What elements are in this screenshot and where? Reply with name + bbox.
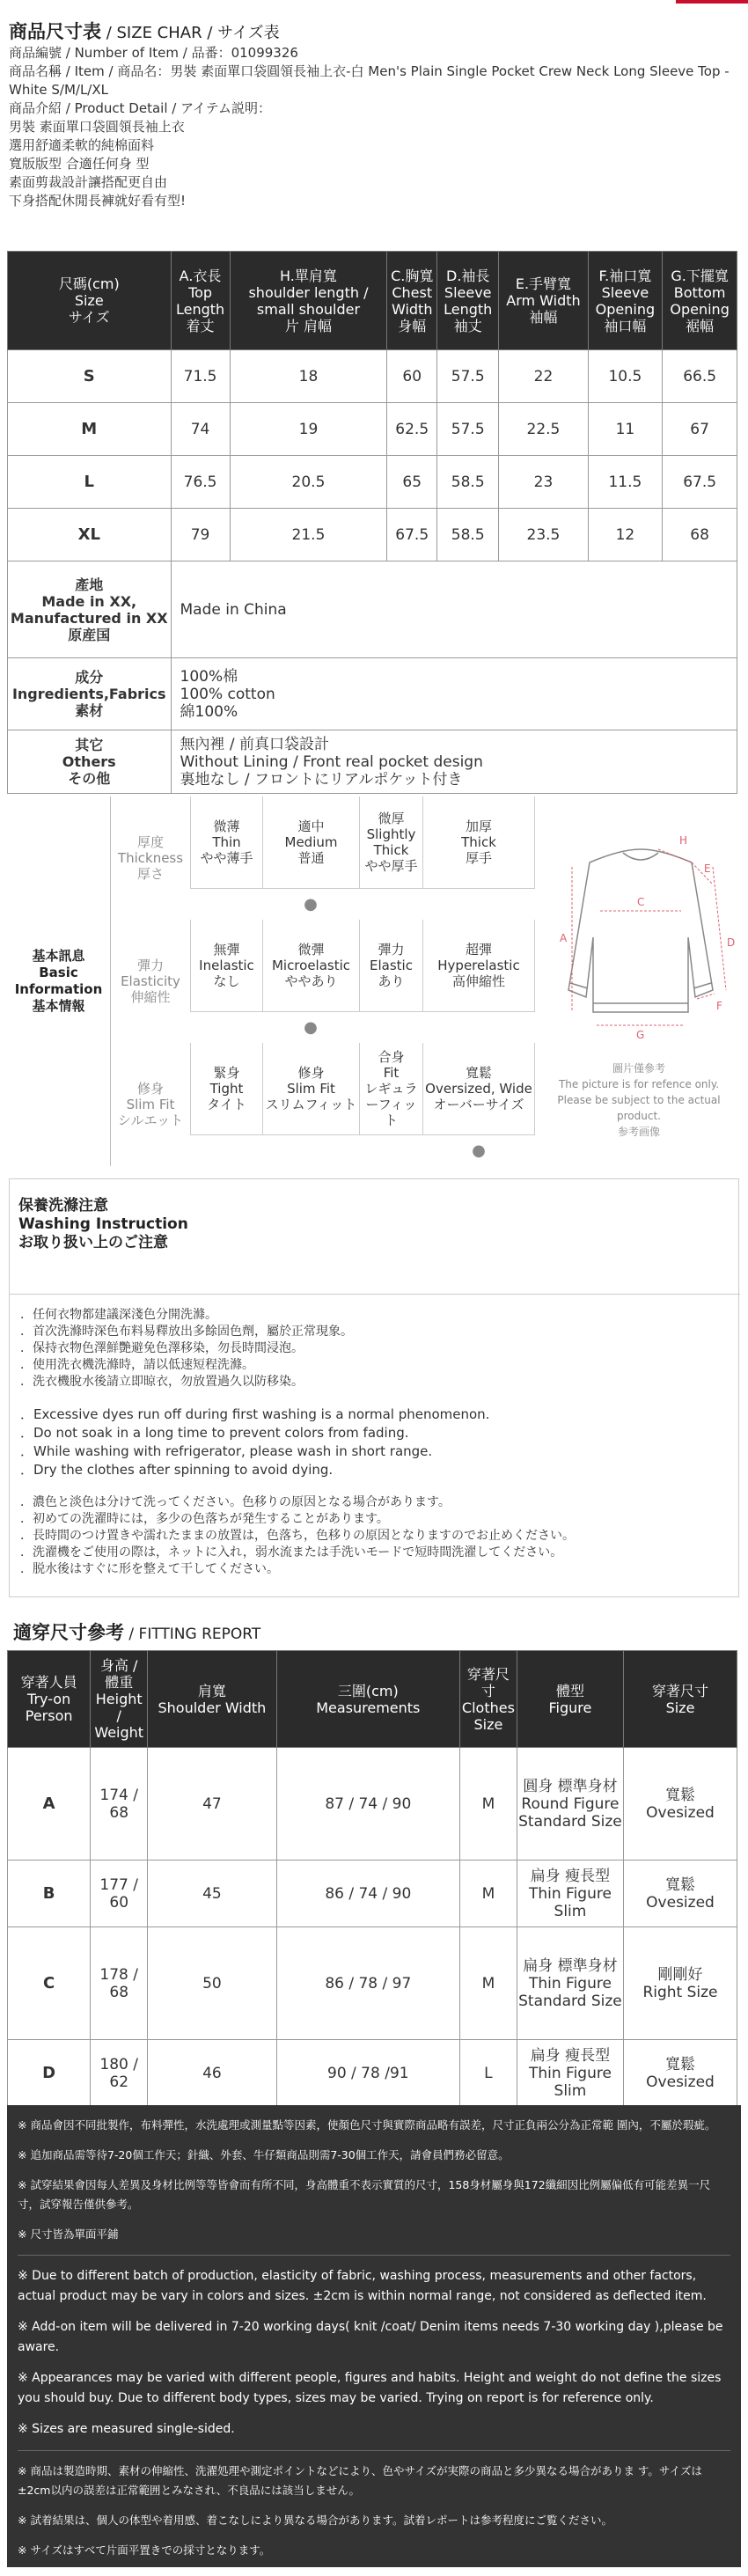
attributes-section: [0, 796, 748, 1171]
size-label: M: [8, 403, 172, 456]
origin-row: [8, 561, 737, 658]
try-on-person: D: [8, 2040, 91, 2107]
fitting-section: [0, 1606, 748, 2099]
diagram-letter-e: E: [704, 862, 711, 875]
fit-option: 修身 Slim Fit スリムフィット: [262, 1043, 359, 1135]
table-row: [8, 456, 737, 509]
sweater-diagram-icon: [537, 814, 741, 1052]
table-cell: 87 / 74 / 90: [276, 1748, 459, 1860]
basic-info-label: 基本訊息 Basic Information 基本情報: [7, 796, 111, 1166]
divider: [10, 1294, 740, 1295]
washing-ja: ．濃色と淡色は分けて洗ってください。色移りの原因となる場合があります。 ．初めての洗濯時には，多少の色落ちが発生することがあります。 ．長時間のつけ置きや濡れたままの放置は，色落ち，色移りの原因となりますのでお止めください。 ．洗濯機をご使用の際は，ネットに入れ，弱水流または手洗いモードで短時間洗濯してください。 ．脱水後はすぐに形を整えて干してください。: [20, 1495, 575, 1576]
product-detail-line: 選用舒適柔軟的純棉面料: [9, 137, 155, 153]
table-cell: 剛剛好 Right Size: [624, 1927, 737, 2040]
thickness-row: [111, 796, 535, 920]
note-en: ※ Appearances may be varied with different people, figures and habits. Height and weight do not define the sizes you should buy. Due to different body types, sizes may be varied. Trying on report is for reference only.: [18, 2371, 722, 2405]
thickness-label: 厚度 Thickness 厚さ: [117, 834, 184, 882]
table-cell: 180 / 62: [91, 2040, 148, 2107]
fitting-header: 穿著尺寸 Clothes Size: [459, 1651, 517, 1748]
elasticity-option: 無彈 Inelastic なし: [190, 920, 262, 1012]
notes-section: [0, 2105, 748, 2572]
table-cell: L: [459, 2040, 517, 2107]
table-cell: 22: [499, 350, 588, 403]
size-chart-title-bold: 商品尺寸表: [9, 21, 101, 42]
note-zh: ※ 追加商品需等待7-20個工作天；針織、外套、牛仔類商品則需7-30個工作天，請會員們務必留意。: [18, 2148, 510, 2161]
size-table-header-row: [8, 252, 737, 350]
fit-selected-dot: ●: [472, 1141, 486, 1160]
washing-box: [9, 1178, 739, 1597]
size-header: E.手臂寬 Arm Width 袖幅: [499, 252, 588, 350]
note-zh: ※ 試穿結果會因每人差異及身材比例等等皆會而有所不同，身高體重不表示實質的尺寸，158身材屬身與172纖細因比例屬偏低有可能差異一尺寸，試穿報告僅供參考。: [18, 2178, 711, 2211]
attributes-panel: [7, 796, 535, 1166]
size-chart-title-rest: / SIZE CHAR / サイズ表: [101, 24, 280, 42]
table-cell: 71.5: [171, 350, 230, 403]
diagram-letter-d: D: [727, 936, 736, 949]
note-ja: ※ サイズはすべて片面平置きでの採寸となります。: [18, 2543, 271, 2557]
size-label: L: [8, 456, 172, 509]
table-cell: 79: [171, 509, 230, 561]
fitting-header-row: [8, 1651, 737, 1748]
note-zh: ※ 尺寸皆為單面平鋪: [18, 2227, 119, 2241]
table-cell: 46: [148, 2040, 277, 2107]
material-label: 成分 Ingredients,Fabrics 素材: [8, 658, 172, 730]
fit-option: 寬鬆 Oversized, Wide オーバーサイズ: [422, 1043, 535, 1135]
table-cell: 45: [148, 1860, 277, 1927]
product-detail-line: 男裝 素面單口袋圓領長袖上衣: [9, 119, 185, 135]
product-number: 商品編號 / Number of Item / 品番：01099326: [9, 45, 298, 61]
washing-title: 保養洗滌注意 Washing Instruction お取り扱い上のご注意: [18, 1197, 188, 1251]
table-cell: 22.5: [499, 403, 588, 456]
table-cell: 19: [230, 403, 387, 456]
table-cell: 90 / 78 /91: [276, 2040, 459, 2107]
size-header: F.袖口寬 Sleeve Opening 袖口幅: [588, 252, 663, 350]
note-en: ※ Add-on item will be delivered in 7-20 working days( knit /coat/ Denim items needs 7-30 working day ),please be aware.: [18, 2320, 723, 2354]
thickness-option: 加厚 Thick 厚手: [422, 796, 535, 889]
diagram-caption: 圖片僅參考 The picture is for refence only. Please be subject to the actual product. 参考画像: [557, 1062, 721, 1138]
others-row: [8, 730, 737, 794]
size-header: D.袖長 Sleeve Length 袖丈: [437, 252, 499, 350]
fit-row: [111, 1043, 535, 1166]
table-row: [8, 2040, 737, 2107]
fit-label: 修身 Slim Fit シルエット: [117, 1081, 184, 1128]
origin-label: 產地 Made in XX, Manufactured in XX 原産国: [8, 561, 172, 658]
product-info: [9, 44, 739, 210]
table-row: [8, 1927, 737, 2040]
fit-option: 緊身 Tight タイト: [190, 1043, 262, 1135]
table-cell: 60: [387, 350, 437, 403]
size-chart-section: [0, 0, 748, 796]
table-cell: 12: [588, 509, 663, 561]
size-label: S: [8, 350, 172, 403]
size-header: G.下擺寬 Bottom Opening 裾幅: [663, 252, 737, 350]
size-header: H.單肩寬 shoulder length / small shoulder 片 肩幅: [230, 252, 387, 350]
table-cell: 86 / 78 / 97: [276, 1927, 459, 2040]
table-row: [8, 509, 737, 561]
table-cell: 68: [663, 509, 737, 561]
fitting-header: 穿著尺寸 Size: [624, 1651, 737, 1748]
table-cell: 18: [230, 350, 387, 403]
table-cell: 20.5: [230, 456, 387, 509]
fitting-header: 身高 / 體重 Height / Weight: [91, 1651, 148, 1748]
table-cell: 86 / 74 / 90: [276, 1860, 459, 1927]
size-header: A.衣長 Top Length 着丈: [171, 252, 230, 350]
note-ja: ※ 商品は製造時期、素材の伸縮性、洗濯処理や測定ポイントなどにより、色やサイズが実際の商品と多少異なる場合がありま す。サイズは±2cm以内の誤差は正常範囲とみなされ、不良品には該当しません。: [18, 2464, 702, 2497]
table-cell: 寬鬆 Ovesized: [624, 1860, 737, 1927]
notes-box: [7, 2105, 741, 2567]
diagram-letter-g: G: [636, 1029, 645, 1041]
thickness-selected-dot: ●: [304, 895, 318, 914]
table-cell: 圓身 標準身材 Round Figure Standard Size: [517, 1748, 623, 1860]
table-cell: 178 / 68: [91, 1927, 148, 2040]
fitting-title-rest: / FITTING REPORT: [124, 1626, 261, 1643]
product-detail-line: 素面剪裁設計讓搭配更自由: [9, 174, 168, 190]
table-cell: 57.5: [437, 403, 499, 456]
table-cell: 扁身 標準身材 Thin Figure Standard Size: [517, 1927, 623, 2040]
try-on-person: C: [8, 1927, 91, 2040]
table-cell: 11: [588, 403, 663, 456]
elasticity-row: [111, 920, 535, 1043]
table-row: [8, 403, 737, 456]
size-header: 尺碼(cm) Size サイズ: [8, 252, 172, 350]
diagram-letter-f: F: [716, 1000, 722, 1012]
table-cell: 67.5: [663, 456, 737, 509]
measurement-diagram: [537, 796, 741, 1166]
table-cell: 寬鬆 Ovesized: [624, 2040, 737, 2107]
fitting-header: 體型 Figure: [517, 1651, 623, 1748]
thickness-option: 微厚 Slightly Thick やや厚手: [359, 796, 422, 889]
product-detail-line: 寬版版型 合適任何身 型: [9, 156, 150, 172]
diagram-letter-h: H: [679, 834, 688, 847]
table-cell: 67.5: [387, 509, 437, 561]
table-cell: 76.5: [171, 456, 230, 509]
table-cell: M: [459, 1860, 517, 1927]
fitting-table: [7, 1650, 737, 2107]
fitting-title: [13, 1618, 260, 1645]
divider: [18, 2450, 730, 2451]
product-name: 商品名稱 / Item / 商品名：男裝 素面單口袋圓領長袖上衣-白 Men's Plain Single Pocket Crew Neck Long Sleeve Top - White S/M/L/XL: [9, 63, 730, 98]
fitting-header: 肩寬 Shoulder Width: [148, 1651, 277, 1748]
table-cell: 65: [387, 456, 437, 509]
table-cell: 23.5: [499, 509, 588, 561]
table-cell: 11.5: [588, 456, 663, 509]
table-cell: 寬鬆 Ovesized: [624, 1748, 737, 1860]
elasticity-option: 彈力 Elastic あり: [359, 920, 422, 1012]
table-cell: 58.5: [437, 509, 499, 561]
thickness-option: 微薄 Thin やや薄手: [190, 796, 262, 889]
size-chart-title: [9, 18, 280, 44]
elasticity-option: 微彈 Microelastic ややあり: [262, 920, 359, 1012]
table-cell: 58.5: [437, 456, 499, 509]
thickness-option: 適中 Medium 普通: [262, 796, 359, 889]
table-cell: 66.5: [663, 350, 737, 403]
note-en: ※ Due to different batch of production, elasticity of fabric, washing process, measurements and other factors, actual product may be vary in colors and sizes. ±2cm is within normal range, not considered as deflected item.: [18, 2269, 707, 2303]
table-cell: 62.5: [387, 403, 437, 456]
attribute-rows: [111, 796, 535, 1166]
note-zh: ※ 商品會因不同批製作，布料彈性，水洗處理或測量點等因素，使顏色尺寸與實際商品略有誤差，尺寸正負兩公分為正常範 圍內，不屬於瑕疵。: [18, 2118, 716, 2132]
table-cell: 21.5: [230, 509, 387, 561]
size-table: [7, 251, 737, 794]
fitting-title-bold: 適穿尺寸參考: [13, 1622, 124, 1643]
fit-option: 合身 Fit レギュラーフィット: [359, 1043, 422, 1135]
note-ja: ※ 試着結果は、個人の体型や着用感、着こなしにより異なる場合があります。試着レポートは参考程度にご覧ください。: [18, 2514, 612, 2527]
diagram-letter-c: C: [637, 896, 645, 908]
table-cell: M: [459, 1927, 517, 2040]
size-label: XL: [8, 509, 172, 561]
diagram-letter-a: A: [560, 932, 568, 944]
table-cell: 47: [148, 1748, 277, 1860]
table-cell: 扁身 瘦長型 Thin Figure Slim: [517, 2040, 623, 2107]
try-on-person: A: [8, 1748, 91, 1860]
table-cell: 174 / 68: [91, 1748, 148, 1860]
table-cell: 57.5: [437, 350, 499, 403]
washing-en: ．Excessive dyes run off during first washing is a normal phenomenon. ．Do not soak in a long time to prevent colors from fading. ．While washing with refrigerator, please wash in short range. ．Dry the clothes after spinning to avoid dying.: [20, 1406, 490, 1478]
table-cell: 10.5: [588, 350, 663, 403]
elasticity-option: 超彈 Hyperelastic 高伸縮性: [422, 920, 535, 1012]
table-cell: 23: [499, 456, 588, 509]
table-cell: 177 / 60: [91, 1860, 148, 1927]
material-row: [8, 658, 737, 730]
fitting-header: 三圍(cm) Measurements: [276, 1651, 459, 1748]
accent-bar: [676, 0, 748, 4]
fitting-header: 穿著人員 Try-on Person: [8, 1651, 91, 1748]
material-value: 100%棉 100% cotton 綿100%: [171, 658, 737, 730]
table-row: [8, 1860, 737, 1927]
washing-section: [0, 1175, 748, 1602]
divider: [18, 2255, 730, 2256]
origin-value: Made in China: [171, 561, 737, 658]
table-cell: M: [459, 1748, 517, 1860]
product-detail-label: 商品介紹 / Product Detail / アイテム説明：: [9, 100, 271, 116]
table-row: [8, 350, 737, 403]
elasticity-selected-dot: ●: [304, 1018, 318, 1037]
others-value: 無內裡 / 前真口袋設計 Without Lining / Front real pocket design 裏地なし / フロントにリアルポケット付き: [171, 730, 737, 794]
table-cell: 74: [171, 403, 230, 456]
note-en: ※ Sizes are measured single-sided.: [18, 2422, 235, 2436]
table-cell: 扁身 瘦長型 Thin Figure Slim: [517, 1860, 623, 1927]
elasticity-label: 彈力 Elasticity 伸縮性: [121, 958, 180, 1005]
others-label: 其它 Others その他: [8, 730, 172, 794]
table-row: [8, 1748, 737, 1860]
product-detail-line: 下身搭配休閒長褲就好看有型!: [9, 193, 187, 209]
try-on-person: B: [8, 1860, 91, 1927]
table-cell: 50: [148, 1927, 277, 2040]
table-cell: 67: [663, 403, 737, 456]
washing-zh: ．任何衣物都建議深淺色分開洗滌。 ．首次洗滌時深色布料易釋放出多餘固色劑，屬於正常現象。 ．保持衣物色澤鮮艷避免色澤移染，勿長時間浸泡。 ．使用洗衣機洗滌時，請以低速短程洗滌。 ．洗衣機脫水後請立即晾衣，勿放置過久以防移染。: [20, 1308, 353, 1389]
washing-body: [20, 1307, 733, 1593]
size-header: C.胸寬 Chest Width 身幅: [387, 252, 437, 350]
